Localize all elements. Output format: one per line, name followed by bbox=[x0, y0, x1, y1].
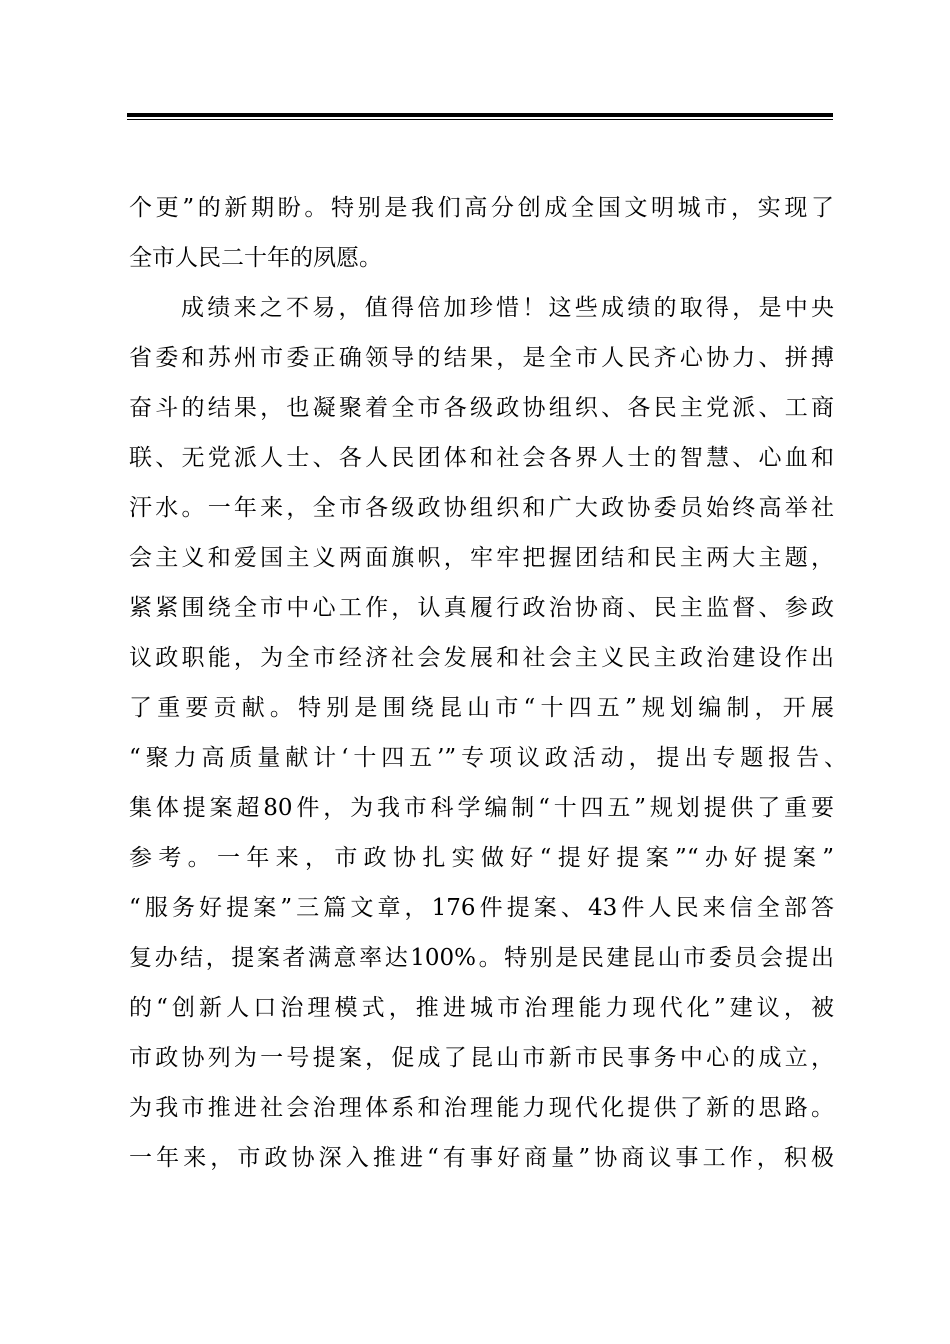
text-line: 一年来，市政协深入推进“有事好商量”协商议事工作，积极 bbox=[129, 1145, 834, 1171]
text-line: 议政职能，为全市经济社会发展和社会主义民主政治建设作出 bbox=[129, 645, 834, 671]
text-line: 成绩来之不易，值得倍加珍惜！这些成绩的取得，是中央 bbox=[181, 295, 834, 321]
text-line: 个更”的新期盼。特别是我们高分创成全国文明城市，实现了 bbox=[129, 195, 834, 221]
header-rule-thin bbox=[127, 119, 833, 120]
text-line: 参考。一年来，市政协扎实做好“提好提案”“办好提案” bbox=[129, 845, 834, 871]
text-line: 复办结，提案者满意率达100%。特别是民建昆山市委员会提出 bbox=[129, 945, 834, 971]
text-line: 会主义和爱国主义两面旗帜，牢牢把握团结和民主两大主题， bbox=[129, 545, 834, 571]
text-line: 紧紧围绕全市中心工作，认真履行政治协商、民主监督、参政 bbox=[129, 595, 834, 621]
header-rule-thick bbox=[127, 113, 833, 117]
text-line: 全市人民二十年的夙愿。 bbox=[129, 245, 382, 271]
text-line: 市政协列为一号提案，促成了昆山市新市民事务中心的成立， bbox=[129, 1045, 834, 1071]
text-line: 了重要贡献。特别是围绕昆山市“十四五”规划编制，开展 bbox=[129, 695, 834, 721]
text-line: 的“创新人口治理模式，推进城市治理能力现代化”建议，被 bbox=[129, 995, 834, 1021]
text-line: 集体提案超80件，为我市科学编制“十四五”规划提供了重要 bbox=[129, 795, 834, 821]
text-line: “聚力高质量献计‘十四五’”专项议政活动，提出专题报告、 bbox=[129, 745, 847, 771]
text-line: “服务好提案”三篇文章，176件提案、43件人民来信全部答 bbox=[129, 895, 834, 921]
text-line: 联、无党派人士、各人民团体和社会各界人士的智慧、心血和 bbox=[129, 445, 834, 471]
text-line: 省委和苏州市委正确领导的结果，是全市人民齐心协力、拼搏 bbox=[129, 345, 834, 371]
text-line: 奋斗的结果，也凝聚着全市各级政协组织、各民主党派、工商 bbox=[129, 395, 834, 421]
text-line: 为我市推进社会治理体系和治理能力现代化提供了新的思路。 bbox=[129, 1095, 834, 1121]
text-line: 汗水。一年来，全市各级政协组织和广大政协委员始终高举社 bbox=[129, 495, 834, 521]
